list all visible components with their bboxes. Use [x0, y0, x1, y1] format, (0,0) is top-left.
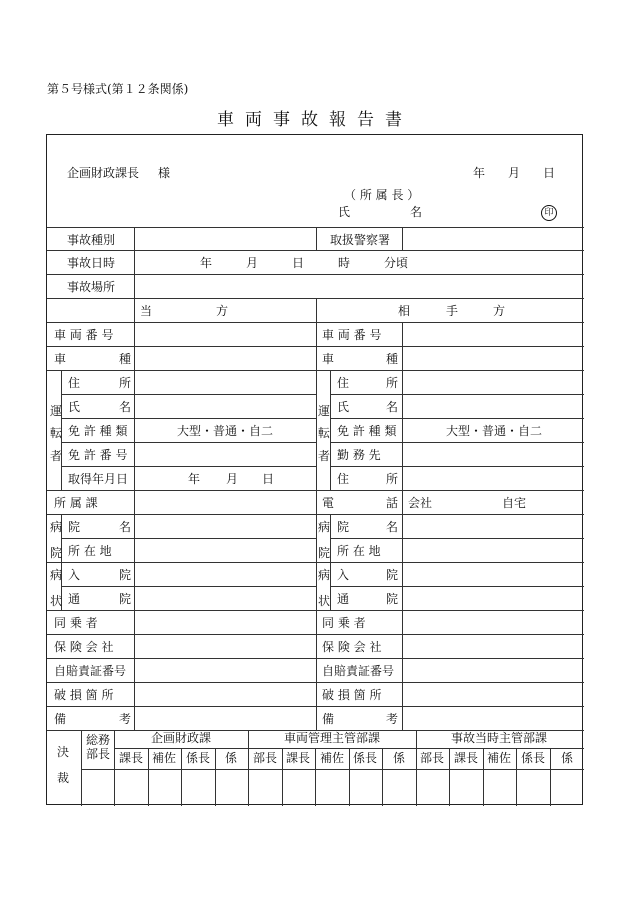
planning-staff: 係	[225, 751, 238, 765]
vehicle-section-chief: 課長	[286, 751, 311, 765]
acquired-year-label: 年	[188, 472, 201, 486]
department-label: 所 属 課	[54, 496, 98, 510]
hospitalized-char-right-2: 院	[386, 568, 399, 582]
vehicle-number-label-left: 車 両 番 号	[54, 328, 114, 342]
driver-vertical-char-right-3: 者	[318, 449, 331, 463]
accident-year-label: 年	[200, 256, 213, 270]
planning-assistant: 補佐	[152, 751, 177, 765]
acquired-month-label: 月	[226, 472, 239, 486]
hospital-name-char-left-1: 院	[68, 520, 81, 534]
driver-address-char-left-2: 所	[119, 376, 132, 390]
honorific-label: 様	[158, 166, 171, 180]
phone-home-label: 自宅	[502, 496, 527, 510]
driver-vertical-char-left-2: 転	[50, 426, 63, 440]
hospitalized-char-left-2: 院	[119, 568, 132, 582]
position-label: （ 所 属 長 ）	[344, 188, 420, 202]
driver-name-char-left-2: 名	[119, 400, 132, 414]
insurance-certificate-label-left: 自賠責証番号	[54, 664, 127, 678]
accident-minute-label: 分頃	[384, 256, 409, 270]
accident-place-label: 事故場所	[67, 280, 116, 294]
general-affairs-line-2: 部長	[86, 747, 111, 761]
passenger-label-left: 同 乗 者	[54, 616, 98, 630]
accident-day-label: 日	[292, 256, 305, 270]
outpatient-char-right-2: 院	[386, 592, 399, 606]
our-side-char-1: 当	[140, 304, 153, 318]
accident-staff: 係	[561, 751, 574, 765]
vehicle-subsection-chief: 係長	[353, 751, 378, 765]
condition-vertical-char-right-1: 病	[318, 568, 331, 582]
approval-char-1: 決	[57, 745, 70, 759]
outpatient-char-left-1: 通	[68, 592, 81, 606]
form-number: 第５号様式(第１２条関係)	[47, 82, 189, 96]
hospital-vertical-char-left-1: 病	[50, 520, 63, 534]
insurer-label-right: 保 険 会 社	[322, 640, 382, 654]
acquired-day-label: 日	[262, 472, 275, 486]
insurance-certificate-label-right: 自賠責証番号	[322, 664, 395, 678]
license-acquired-label: 取得年月日	[68, 472, 129, 486]
vehicle-type-char-right-1: 車	[322, 352, 335, 366]
workplace-label: 勤 務 先	[337, 448, 381, 462]
vehicle-number-label-right: 車 両 番 号	[322, 328, 382, 342]
document-title: 車両事故報告書	[217, 110, 413, 130]
damage-label-left: 破 損 箇 所	[54, 688, 114, 702]
addressee-label: 企画財政課長	[67, 166, 140, 180]
driver-address-char-left-1: 住	[68, 376, 81, 390]
license-number-label-left: 免 許 番 号	[68, 448, 128, 462]
vehicle-type-char-left-1: 車	[54, 352, 67, 366]
accident-month-label: 月	[246, 256, 259, 270]
hospital-location-left: 所 在 地	[68, 544, 112, 558]
name-label-first: 氏	[338, 205, 351, 219]
planning-section-chief: 課長	[119, 751, 144, 765]
accident-type-label: 事故種別	[67, 233, 116, 247]
report-form-table	[46, 134, 583, 805]
remarks-char-left-2: 考	[119, 712, 132, 726]
vehicle-type-char-left-2: 種	[119, 352, 132, 366]
license-type-label-right: 免 許 種 類	[337, 424, 397, 438]
other-side-char-1: 相	[398, 304, 411, 318]
remarks-char-right-2: 考	[386, 712, 399, 726]
remarks-char-right-1: 備	[322, 712, 335, 726]
hospitalized-char-right-1: 入	[337, 568, 350, 582]
our-side-char-2: 方	[216, 304, 229, 318]
accident-dept-header: 事故当時主管部課	[451, 731, 548, 745]
condition-vertical-char-left-2: 状	[50, 594, 63, 608]
name-label-second: 名	[410, 205, 423, 219]
planning-section-header: 企画財政課	[151, 731, 212, 745]
workplace-address-char-2: 所	[386, 472, 399, 486]
condition-vertical-char-right-2: 状	[318, 594, 331, 608]
accident-assistant: 補佐	[487, 751, 512, 765]
driver-vertical-char-right-2: 転	[318, 426, 331, 440]
passenger-label-right: 同 乗 者	[322, 616, 366, 630]
vehicle-staff: 係	[393, 751, 406, 765]
vehicle-type-char-right-2: 種	[386, 352, 399, 366]
damage-label-right: 破 損 箇 所	[322, 688, 382, 702]
other-side-char-2: 手	[446, 304, 459, 318]
outpatient-char-right-1: 通	[337, 592, 350, 606]
hospital-vertical-char-right-1: 病	[318, 520, 331, 534]
phone-char-1: 電	[322, 496, 335, 510]
accident-director: 部長	[420, 751, 445, 765]
vehicle-assistant: 補佐	[320, 751, 345, 765]
accident-subsection-chief: 係長	[521, 751, 546, 765]
vehicle-director: 部長	[253, 751, 278, 765]
approval-char-2: 裁	[57, 771, 70, 785]
driver-vertical-char-left-1: 運	[50, 404, 63, 418]
driver-vertical-char-right-1: 運	[318, 404, 331, 418]
hospitalized-char-left-1: 入	[68, 568, 81, 582]
remarks-char-left-1: 備	[54, 712, 67, 726]
accident-section-chief: 課長	[454, 751, 479, 765]
phone-char-2: 話	[386, 496, 399, 510]
hospital-name-char-right-2: 名	[386, 520, 399, 534]
report-year-label: 年	[473, 166, 486, 180]
accident-datetime-label: 事故日時	[67, 256, 116, 270]
vehicle-dept-header: 車両管理主管部課	[284, 731, 381, 745]
hospital-location-right: 所 在 地	[337, 544, 381, 558]
seal-mark: 印	[541, 205, 557, 221]
general-affairs-line-1: 総務	[86, 733, 111, 747]
other-side-char-3: 方	[493, 304, 506, 318]
license-options-left: 大型・普通・自二	[177, 424, 274, 438]
insurer-label-left: 保 険 会 社	[54, 640, 114, 654]
license-options-right: 大型・普通・自二	[446, 424, 543, 438]
driver-vertical-char-left-3: 者	[50, 449, 63, 463]
outpatient-char-left-2: 院	[119, 592, 132, 606]
workplace-address-char-1: 住	[337, 472, 350, 486]
report-month-label: 月	[508, 166, 521, 180]
report-day-label: 日	[543, 166, 556, 180]
driver-name-char-right-1: 氏	[337, 400, 350, 414]
planning-subsection-chief: 係長	[186, 751, 211, 765]
condition-vertical-char-left-1: 病	[50, 568, 63, 582]
hospital-name-char-left-2: 名	[119, 520, 132, 534]
driver-name-char-right-2: 名	[386, 400, 399, 414]
hospital-vertical-char-left-2: 院	[50, 546, 63, 560]
police-station-label: 取扱警察署	[330, 233, 391, 247]
license-type-label-left: 免 許 種 類	[68, 424, 128, 438]
phone-company-label: 会社	[408, 496, 433, 510]
driver-address-char-right-1: 住	[337, 376, 350, 390]
driver-name-char-left-1: 氏	[68, 400, 81, 414]
hospital-vertical-char-right-2: 院	[318, 546, 331, 560]
hospital-name-char-right-1: 院	[337, 520, 350, 534]
driver-address-char-right-2: 所	[386, 376, 399, 390]
accident-hour-label: 時	[338, 256, 351, 270]
